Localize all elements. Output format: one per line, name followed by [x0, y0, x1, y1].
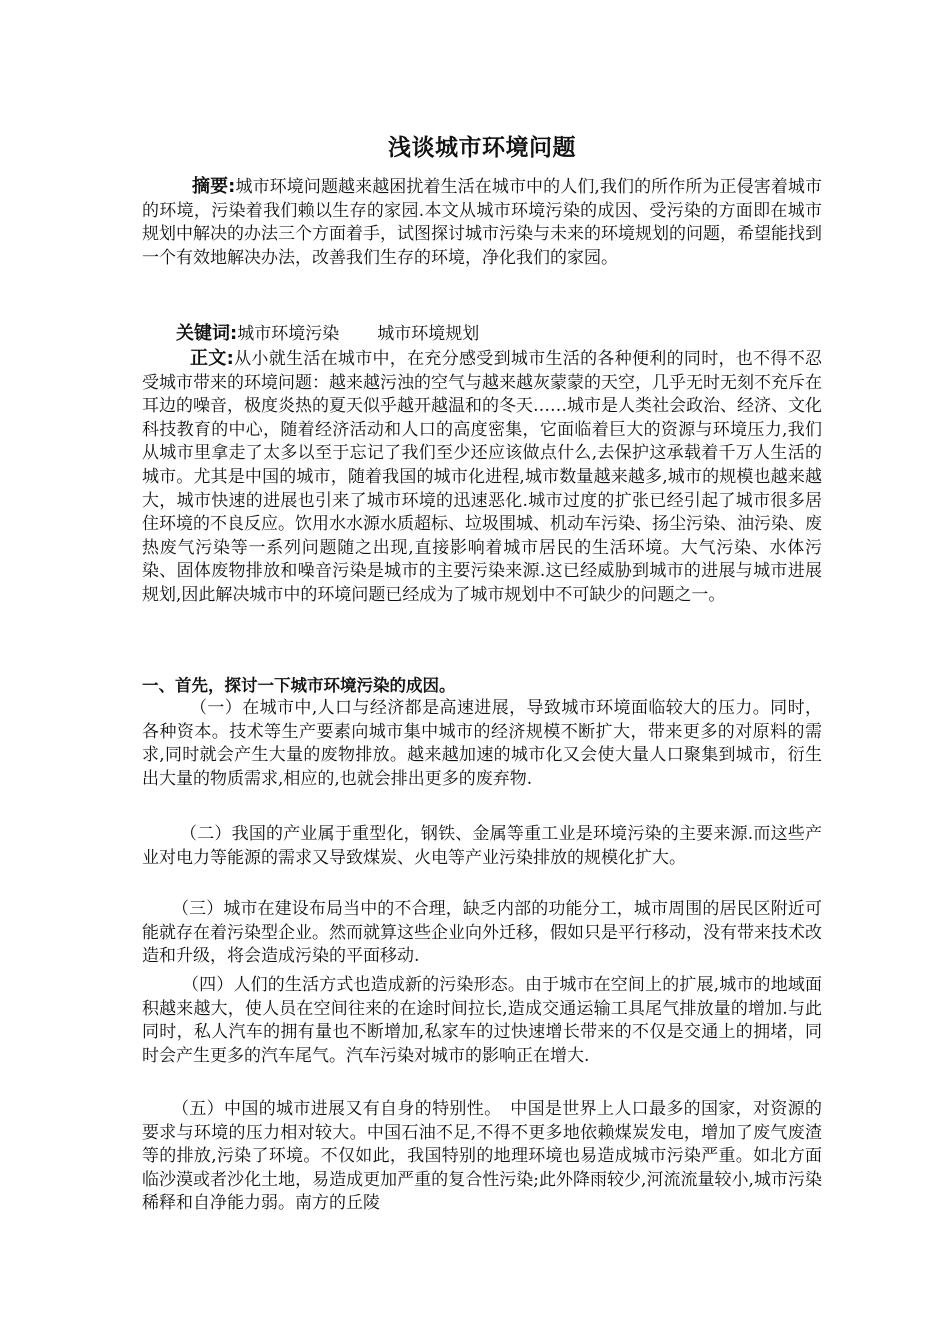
- abstract-label: 摘要:: [192, 176, 236, 197]
- body-label: 正文:: [190, 348, 234, 369]
- abstract-paragraph: [142, 175, 822, 270]
- keywords-label: 关键词:: [176, 323, 238, 344]
- list-item: （五）中国的城市进展又有自身的特别性。 中国是世界上人口最多的国家，对资源的要求与环境的压力相对较大。中国石油不足,不得不更多地依赖煤炭发电，增加了废气废渣等的排放,污染了环境。不仅如此，我国特别的地理环境也易造成城市污染严重。如北方面临沙漠或者沙化土地，易造成更加严重的复合性污染;此外降雨较少,河流流量较小,城市污染稀释和自净能力弱。南方的丘陵: [142, 1099, 822, 1214]
- list-item: （三）城市在建设布局当中的不合理，缺乏内部的功能分工，城市周围的居民区附近可能就存在着污染型企业。然而就算这些企业向外迁移，假如只是平行移动，没有带来技术改造和升级，将会造成污染的平面移动.: [142, 899, 822, 967]
- keyword-item: 城市环境规划: [377, 324, 480, 344]
- section-heading: 一、首先，探讨一下城市环境污染的成因。: [142, 676, 456, 695]
- document-title: 浅谈城市环境问题: [388, 135, 576, 161]
- body-intro-text: 从小就生活在城市中，在充分感受到城市生活的各种便利的同时，也不得不忍受城市带来的环境问题：越来越污浊的空气与越来越灰蒙蒙的天空，几乎无时无刻不充斥在耳边的噪音，极度炎热的夏天似乎越开越温和的冬天……城市是人类社会政治、经济、文化科技教育的中心，随着经济活动和人口的高度密集，它面临着巨大的资源与环境压力,我们从城市里拿走了太多以至于忘记了我们至少还应该做点什么,去保护这承载着千万人生活的城市。尤其是中国的城市，随着我国的城市化进程,城市数量越来越多,城市的规模也越来越大，城市快速的进展也引来了城市环境的迅速恶化.城市过度的扩张已经引起了城市很多居住环境的不良反应。饮用水水源水质超标、垃圾围城、机动车污染、扬尘污染、油污染、废热废气污染等一系列问题随之出现,直接影响着城市居民的生活环境。大气污染、水体污染、固体废物排放和噪音污染是城市的主要污染来源.这已经威胁到城市的进展与城市进展规划,因此解决城市中的环境问题已经成为了城市规划中不可缺少的问题之一。: [142, 349, 823, 605]
- abstract-text: 城市环境问题越来越困扰着生活在城市中的人们,我们的所作所为正侵害着城市的环境，污染着我们赖以生存的家园.本文从城市环境污染的成因、受污染的方面即在城市规划中解决的办法三个方面着手，试图探讨城市污染与未来的环境规划的问题，希望能找到一个有效地解决办法，改善我们生存的环境，净化我们的家园。: [142, 177, 823, 268]
- list-item: （一）在城市中,人口与经济都是高速进展，导致城市环境面临较大的压力。同时，各种资本。技术等生产要素向城市集中城市的经济规模不断扩大，带来更多的对原料的需求,同时就会产生大量的废物排放。越来越加速的城市化又会使大量人口聚集到城市，衍生出大量的物质需求,相应的,也就会排出更多的废弃物.: [142, 698, 822, 789]
- list-item: （四）人们的生活方式也造成新的污染形态。由于城市在空间上的扩展,城市的地域面积越来越大，使人员在空间往来的在途时间拉长,造成交通运输工具尾气排放量的增加.与此同时，私人汽车的拥有量也不断增加,私家车的过快速增长带来的不仅是交通上的拥堵，同时会产生更多的汽车尾气。汽车污染对城市的影响正在增大.: [142, 975, 822, 1066]
- keywords-line: [142, 322, 822, 347]
- list-item: （二）我国的产业属于重型化，钢铁、金属等重工业是环境污染的主要来源.而这些产业对电力等能源的需求又导致煤炭、火电等产业污染排放的规模化扩大。: [142, 824, 822, 868]
- keyword-item: 城市环境污染: [237, 324, 340, 344]
- body-intro-paragraph: [142, 347, 822, 608]
